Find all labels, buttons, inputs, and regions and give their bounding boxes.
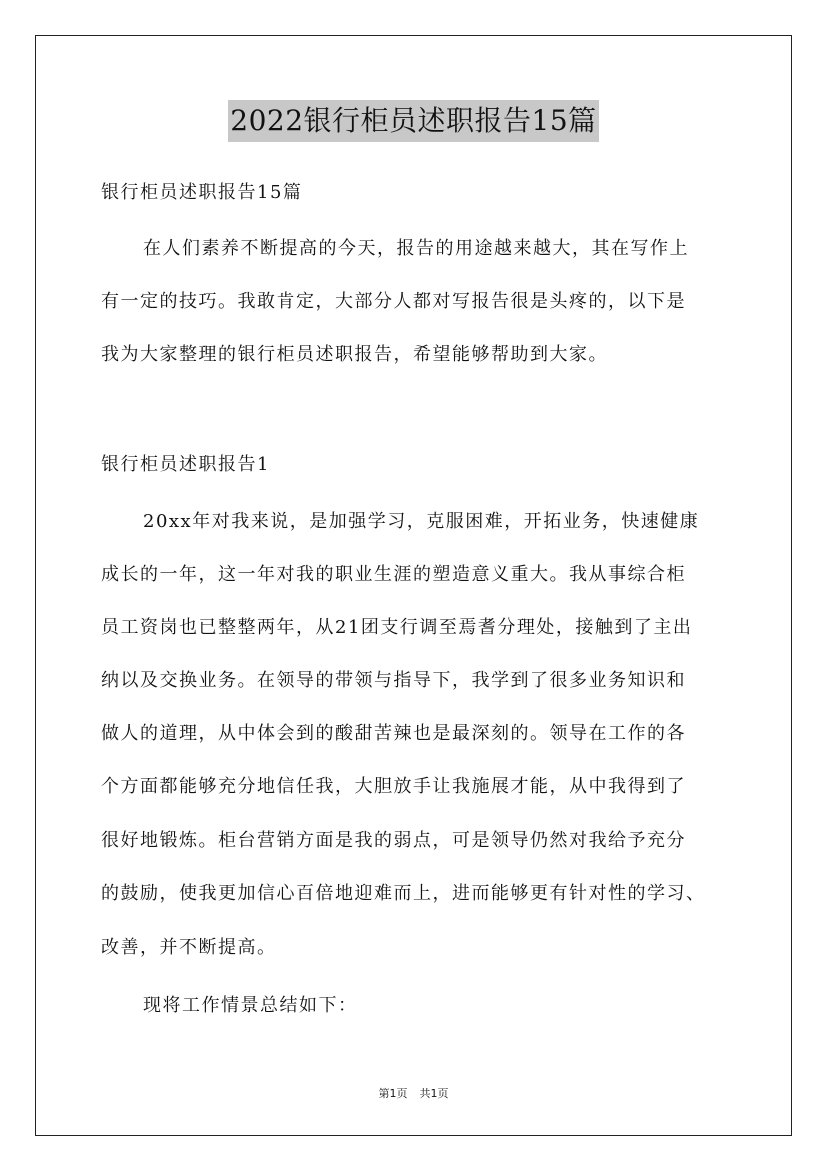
section-heading: 银行柜员述职报告1: [101, 454, 270, 475]
body-line-8: 的鼓励，使我更加信心百倍地迎难而上，进而能够更有针对性的学习、: [101, 883, 706, 904]
page-total: 共1页: [419, 1087, 449, 1100]
intro-line-3: 我为大家整理的银行柜员述职报告，希望能够帮助到大家。: [101, 344, 608, 365]
body-line-3: 员工资岗也已整整两年，从21团支行调至焉耆分理处，接触到了主出: [101, 617, 693, 638]
body-line-1: 20xx年对我来说，是加强学习，克服困难，开拓业务，快速健康: [143, 511, 700, 532]
summary-line: 现将工作情景总结如下：: [143, 995, 358, 1016]
body-line-6: 个方面都能够充分地信任我，大胆放手让我施展才能，从中我得到了: [101, 776, 686, 797]
body-line-4: 纳以及交换业务。在领导的带领与指导下，我学到了很多业务知识和: [101, 670, 686, 691]
body-line-9: 改善，并不断提高。: [101, 937, 277, 958]
title-container: [0, 100, 827, 142]
intro-line-1: 在人们素养不断提高的今天，报告的用途越来越大，其在写作上: [143, 238, 689, 259]
intro-line-2: 有一定的技巧。我敢肯定，大部分人都对写报告很是头疼的，以下是: [101, 291, 686, 312]
body-line-5: 做人的道理，从中体会到的酸甜苦辣也是最深刻的。领导在工作的各: [101, 723, 686, 744]
document-subtitle: 银行柜员述职报告15篇: [101, 182, 303, 203]
document-title: 2022银行柜员述职报告15篇: [228, 100, 598, 142]
page-footer: [0, 1085, 827, 1101]
body-line-7: 很好地锻炼。柜台营销方面是我的弱点，可是领导仍然对我给予充分: [101, 830, 686, 851]
page-number: 第1页: [378, 1087, 408, 1100]
body-line-2: 成长的一年，这一年对我的职业生涯的塑造意义重大。我从事综合柜: [101, 564, 686, 585]
